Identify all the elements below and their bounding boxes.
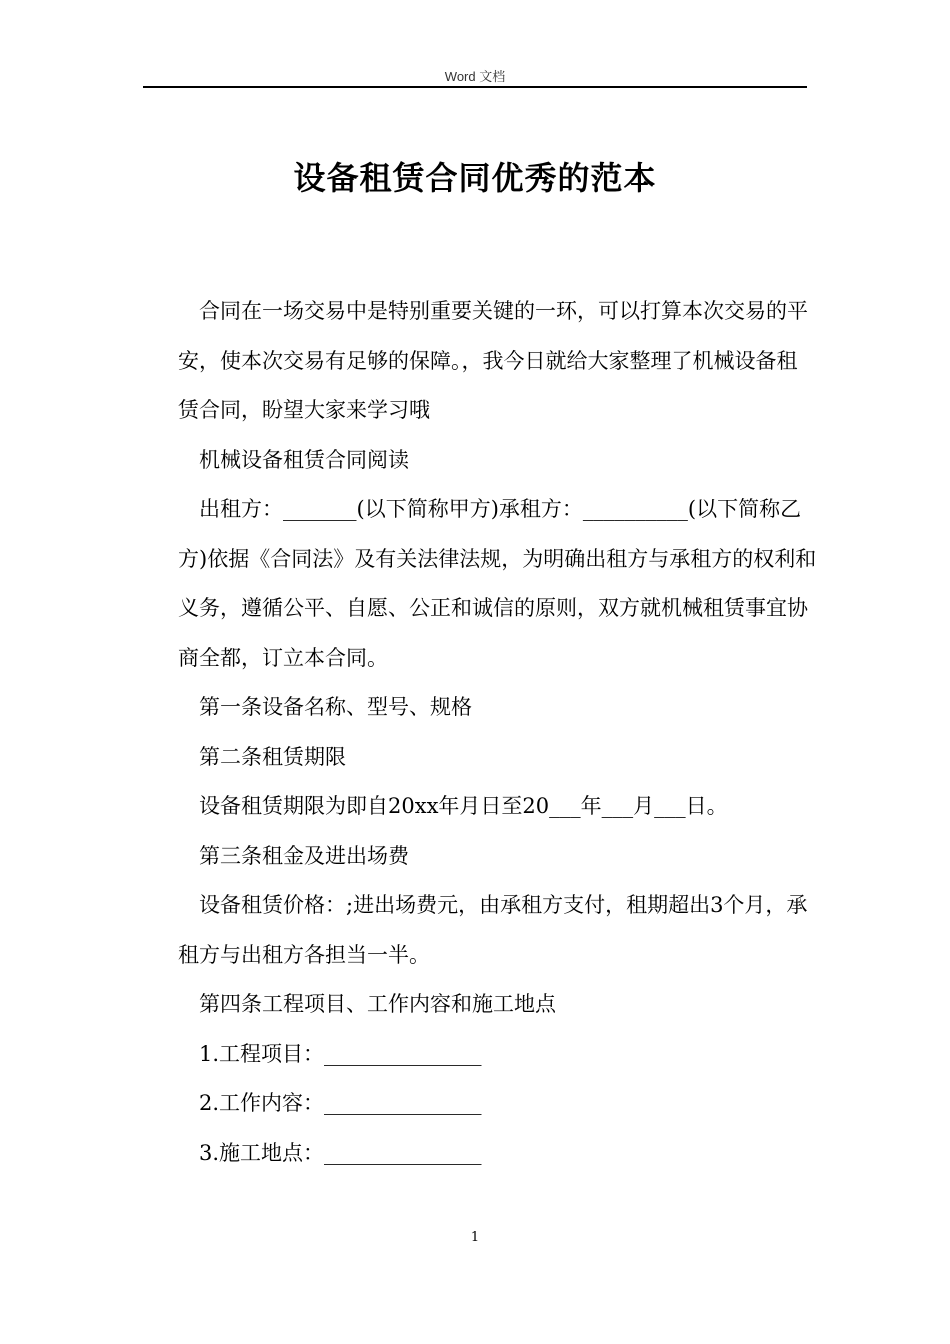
paragraph-project: 1.工程项目：_______________ [199, 1041, 482, 1066]
paragraph-article-4: 第四条工程项目、工作内容和施工地点 [199, 992, 556, 1016]
page-number: 1 [470, 1230, 480, 1245]
paragraph-parties: 出租方：_______(以下简称甲方)承租方：__________(以下简称乙方)依据《合同法》及有关法律法规，为明确出租方与承租方的权利和义务，遵循公平、自愿、公正和诚信的原则，双方就机械租赁事宜协商全都，订立本合同。 [178, 497, 817, 670]
page-header: Word 文档 [444, 69, 506, 84]
paragraph-article-3: 第三条租金及进出场费 [199, 843, 409, 868]
paragraph-rent: 设备租赁价格：;进出场费元，由承租方支付，租期超出3个月，承租方与出租方各担当一半。 [178, 893, 808, 967]
paragraph-intro: 合同在一场交易中是特别重要关键的一环，可以打算本次交易的平安，使本次交易有足够的保障。，我今日就给大家整理了机械设备租赁合同，盼望大家来学习哦 [178, 299, 808, 422]
document-body [178, 287, 818, 1178]
paragraph-lease-term: 设备租赁期限为即自20xx年月日至20___年___月___日。 [199, 794, 728, 818]
paragraph-site: 3.施工地点：_______________ [199, 1140, 482, 1165]
document-title: 设备租赁合同优秀的范本 [293, 159, 657, 197]
paragraph-article-1: 第一条设备名称、型号、规格 [199, 695, 472, 719]
paragraph-work-content: 2.工作内容：_______________ [199, 1091, 482, 1115]
paragraph-article-2: 第二条租赁期限 [199, 744, 346, 769]
header-divider [143, 86, 807, 88]
paragraph-subtitle: 机械设备租赁合同阅读 [199, 447, 409, 472]
